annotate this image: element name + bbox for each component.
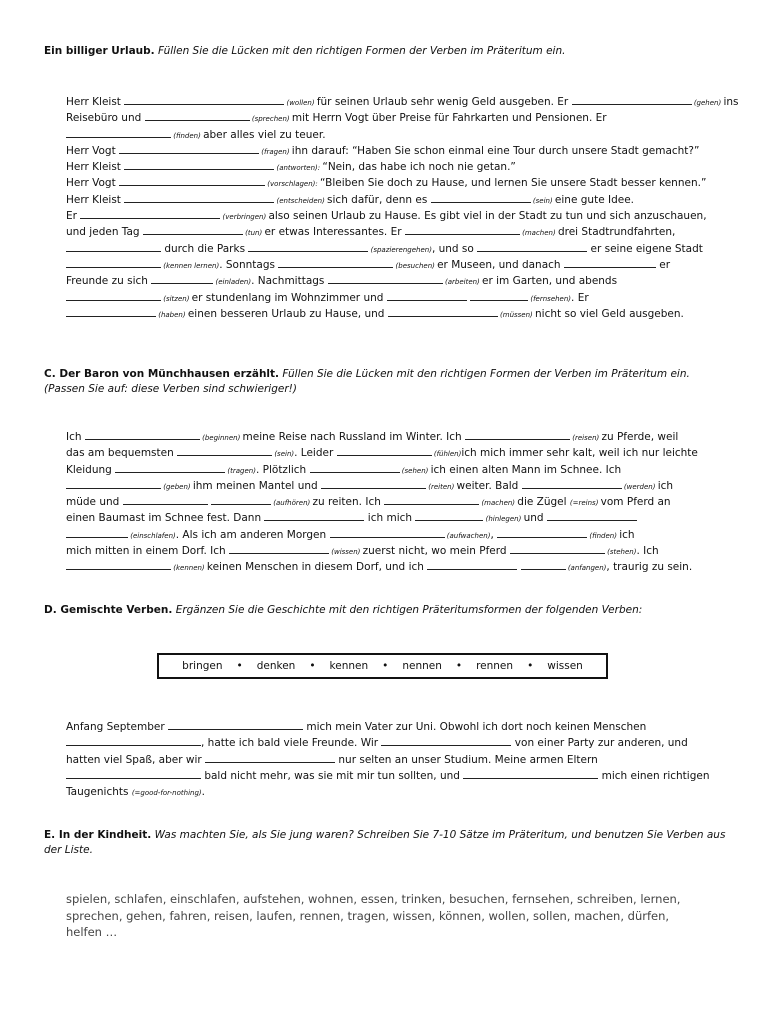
fill-in-blank[interactable] (337, 446, 432, 456)
fill-in-blank[interactable] (330, 528, 445, 538)
verb-hint: (hinlegen) (483, 515, 524, 524)
exercise-line (66, 429, 726, 445)
exercise-line (66, 175, 726, 191)
fill-in-blank[interactable] (66, 242, 161, 252)
verb-hint: (vorschlagen): (265, 180, 320, 189)
verb-hint: (reisen) (570, 434, 602, 442)
section-b-instruction: Füllen Sie die Lücken mit den richtigen Formen der Verben im Präteritum ein. (158, 45, 566, 57)
fill-in-blank[interactable] (547, 511, 637, 521)
exercise-text: meine Reise nach Russland im Winter. Ich (242, 431, 466, 443)
section-c-heading (44, 367, 734, 397)
fill-in-blank[interactable] (248, 242, 368, 252)
exercise-text: mich einen richtigen (598, 769, 710, 782)
verb-hint: (verbringen) (220, 213, 269, 222)
exercise-text: Reisebüro und (66, 112, 145, 125)
verb-hint: (haben) (156, 310, 188, 319)
exercise-text: er Museen, und danach (437, 258, 564, 271)
exercise-text: Herr Vogt (66, 177, 120, 190)
exercise-text: er im Garten, und abends (482, 275, 618, 288)
verb-hint: (finden) (171, 131, 204, 140)
exercise-text: . Leider (294, 447, 337, 460)
fill-in-blank[interactable] (510, 544, 605, 554)
exercise-line (66, 719, 726, 735)
fill-in-blank[interactable] (387, 291, 467, 301)
exercise-text: eine gute Idee. (554, 193, 635, 206)
verb-hint: (machen) (519, 229, 558, 238)
exercise-text: . Nachmittags (251, 275, 328, 288)
exercise-text: “Bleiben Sie doch zu Hause, und lernen Sie unsere Stadt besser kennen.” (320, 177, 707, 190)
exercise-text: und jeden Tag (66, 226, 143, 239)
fill-in-blank[interactable] (497, 528, 587, 538)
verb-hint: (werden) (621, 482, 658, 491)
exercise-text: müde und (66, 496, 123, 509)
exercise-text: . Plötzlich (255, 463, 310, 476)
verb-hint: (stehen) (604, 548, 637, 557)
fill-in-blank[interactable] (381, 736, 511, 746)
fill-in-blank[interactable] (564, 258, 656, 268)
exercise-line (66, 159, 726, 175)
verb-hint: (geben) (161, 482, 193, 491)
section-e-title: E. In der Kindheit. (44, 829, 152, 841)
bullet-separator: • (236, 660, 243, 672)
bullet-separator: • (309, 660, 316, 672)
bullet-separator: • (455, 660, 463, 672)
fill-in-blank[interactable] (168, 720, 303, 730)
fill-in-blank[interactable] (80, 209, 220, 219)
verb-hint: (wollen) (284, 99, 317, 107)
verb-hint: (tragen) (225, 466, 256, 475)
fill-in-blank[interactable] (388, 307, 498, 317)
exercise-text: zuerst nicht, wo mein Pferd (362, 545, 510, 558)
exercise-line (66, 735, 726, 751)
section-c-instruction: Füllen Sie die Lücken mit den richtigen Formen der Verben im Präteritum ein. (Passen Sie auf: diese Verben sind schwieriger!) (44, 368, 690, 395)
exercise-text: mit Herrn Vogt über Preise für Fahrkarten und Pensionen. Er (291, 112, 607, 125)
fill-in-blank[interactable] (145, 111, 250, 121)
word-box-verb: kennen (329, 660, 369, 672)
verb-hint: (antworten): (274, 164, 323, 173)
exercise-line (66, 127, 726, 143)
exercise-text: Ich (66, 431, 85, 443)
fill-in-blank[interactable] (124, 193, 274, 203)
verb-hint: (müssen) (497, 310, 536, 319)
exercise-text: ihm meinen Mantel und (192, 479, 322, 492)
exercise-text: er seine eigene Stadt (587, 242, 703, 255)
section-b-exercise (66, 94, 739, 322)
fill-in-blank[interactable] (119, 176, 265, 186)
section-c-title: C. Der Baron von Münchhausen erzählt. (44, 368, 280, 380)
fill-in-blank[interactable] (124, 160, 274, 170)
verb-hint: (finden) (587, 531, 620, 540)
exercise-text: ich (619, 528, 635, 541)
exercise-text: das am bequemsten (66, 447, 178, 460)
section-d-exercise (66, 719, 726, 800)
verb-hint: (fragen) (259, 147, 292, 156)
exercise-text: vom Pferd an (600, 496, 671, 509)
exercise-text: Freunde zu sich (66, 275, 152, 288)
exercise-line (66, 752, 726, 768)
fill-in-blank[interactable] (151, 274, 213, 284)
exercise-text: ins (723, 96, 739, 108)
verb-hint: (aufwachen) (444, 531, 491, 540)
section-e-heading (44, 828, 734, 858)
exercise-line (66, 445, 726, 461)
exercise-text: die Zügel (517, 496, 570, 509)
section-d-title: D. Gemischte Verben. (44, 604, 173, 616)
fill-in-blank[interactable] (66, 560, 171, 570)
verb-hint: (sein) (530, 196, 555, 205)
exercise-text: ich einen alten Mann im Schnee. Ich (430, 463, 622, 476)
verb-hint: (reiten) (426, 482, 457, 491)
exercise-line (66, 494, 726, 510)
verb-hint: (sprechen) (249, 115, 292, 124)
exercise-line (66, 290, 726, 306)
verb-hint: (=reins) (569, 499, 601, 508)
fill-in-blank[interactable] (465, 430, 570, 440)
fill-in-blank[interactable] (384, 495, 479, 505)
verb-hint: (fühlen) (431, 450, 462, 459)
exercise-text: Anfang September (66, 721, 169, 733)
section-c-exercise (66, 429, 726, 576)
exercise-line (66, 527, 726, 543)
fill-in-blank[interactable] (85, 430, 200, 440)
fill-in-blank[interactable] (463, 769, 598, 779)
exercise-text: aber alles viel zu teuer. (203, 128, 326, 141)
verb-hint: (aufhören) (271, 499, 313, 508)
verb-list: spielen, schlafen, einschlafen, aufstehen, wohnen, essen, trinken, besuchen, fernsehen, schreiben, lernen, sprechen, gehen, fahren, reisen, laufen, rennen, tragen, wissen, können, wollen, sollen, machen, dürfen, helfen … (66, 892, 681, 939)
fill-in-blank[interactable] (115, 463, 225, 473)
fill-in-blank[interactable] (264, 511, 364, 521)
exercise-line (66, 241, 726, 257)
verb-hint: (=good-for-nothing) (131, 789, 202, 798)
exercise-text: Herr Kleist (66, 193, 125, 206)
exercise-text: und (523, 512, 547, 525)
verb-hint: (arbeiten) (442, 278, 483, 287)
exercise-text: für seinen Urlaub sehr wenig Geld ausgeben. Er (316, 96, 572, 108)
fill-in-blank[interactable] (143, 225, 243, 235)
fill-in-blank[interactable] (66, 736, 201, 746)
verb-hint: (besuchen) (393, 261, 438, 270)
exercise-text: , (490, 528, 498, 541)
exercise-line (66, 478, 726, 494)
exercise-text: keinen Menschen in diesem Dorf, und ich (206, 561, 428, 574)
exercise-line (66, 192, 726, 208)
exercise-line (66, 257, 726, 273)
fill-in-blank[interactable] (66, 258, 161, 268)
exercise-text: er (655, 258, 671, 271)
fill-in-blank[interactable] (572, 95, 692, 105)
exercise-text: Taugenichts (66, 786, 132, 799)
fill-in-blank[interactable] (229, 544, 329, 554)
verb-hint: (gehen) (691, 99, 724, 107)
fill-in-blank[interactable] (431, 193, 531, 203)
verb-hint: (sehen) (399, 466, 431, 475)
exercise-text: also seinen Urlaub zu Hause. Es gibt viel in der Stadt zu tun und sich anzuschauen, (268, 210, 707, 223)
fill-in-blank[interactable] (66, 128, 171, 138)
exercise-text: , traurig zu sein. (606, 561, 693, 574)
word-box-verb: bringen (182, 660, 223, 672)
exercise-text: Kleidung (66, 463, 116, 476)
section-d-instruction: Ergänzen Sie die Geschichte mit den richtigen Präteritumsformen der folgenden Verben: (175, 604, 643, 616)
exercise-text: einen besseren Urlaub zu Hause, und (187, 307, 388, 320)
section-b-heading (44, 44, 734, 59)
exercise-text: von einer Party zur anderen, und (511, 737, 688, 750)
exercise-text: er etwas Interessantes. Er (264, 226, 405, 239)
fill-in-blank[interactable] (66, 528, 128, 538)
fill-in-blank[interactable] (123, 495, 208, 505)
exercise-text: durch die Parks (161, 242, 249, 255)
exercise-text: zu Pferde, weil (601, 431, 679, 443)
exercise-line (66, 784, 726, 800)
verb-hint: (kennen lernen) (161, 261, 220, 270)
exercise-text: Herr Kleist (66, 161, 125, 174)
exercise-text: , hatte ich bald viele Freunde. Wir (201, 737, 382, 750)
exercise-line (66, 224, 726, 240)
fill-in-blank[interactable] (66, 307, 156, 317)
fill-in-blank[interactable] (211, 495, 271, 505)
exercise-line (66, 110, 726, 126)
fill-in-blank[interactable] (521, 560, 566, 570)
exercise-text: . Sonntags (219, 258, 279, 271)
bullet-separator: • (382, 660, 389, 672)
exercise-text: nur selten an unser Studium. Meine armen Eltern (335, 753, 598, 766)
fill-in-blank[interactable] (278, 258, 393, 268)
fill-in-blank[interactable] (405, 225, 520, 235)
exercise-text: nicht so viel Geld ausgeben. (535, 307, 684, 320)
section-e-instruction: Was machten Sie, als Sie jung waren? Schreiben Sie 7-10 Sätze im Präteritum, und benutzen Sie Verben aus der Liste. (44, 829, 726, 856)
exercise-text: bald nicht mehr, was sie mit mir tun sollten, und (201, 769, 464, 782)
exercise-line (66, 510, 726, 526)
fill-in-blank[interactable] (415, 511, 483, 521)
exercise-text: , und so (431, 242, 478, 255)
fill-in-blank[interactable] (66, 291, 161, 301)
fill-in-blank[interactable] (427, 560, 517, 570)
exercise-line (66, 306, 726, 322)
verb-hint: (machen) (479, 499, 518, 508)
exercise-line (66, 143, 726, 159)
exercise-text: ihn darauf: “Haben Sie schon einmal eine Tour durch unsere Stadt gemacht?” (291, 144, 700, 157)
verb-hint: (wissen) (329, 548, 363, 557)
word-box-verb: rennen (476, 660, 514, 672)
verb-hint: (anfangen) (565, 564, 607, 573)
verb-word-box (157, 653, 608, 679)
verb-hint: (einschlafen) (128, 531, 176, 540)
exercise-line (66, 768, 726, 784)
word-box-verb: nennen (402, 660, 442, 672)
fill-in-blank[interactable] (328, 274, 443, 284)
verb-hint: (entscheiden) (274, 196, 328, 205)
fill-in-blank[interactable] (205, 753, 335, 763)
verb-hint: (beginnen) (199, 434, 243, 442)
exercise-text: Er (66, 210, 81, 223)
exercise-line (66, 94, 739, 110)
exercise-text: drei Stadtrundfahrten, (557, 226, 676, 239)
exercise-line (66, 462, 726, 478)
exercise-line (66, 559, 726, 575)
fill-in-blank[interactable] (66, 479, 161, 489)
exercise-text: hatten viel Spaß, aber wir (66, 753, 206, 766)
word-box-verb: denken (256, 660, 296, 672)
exercise-text: mich mein Vater zur Uni. Obwohl ich dort noch keinen Menschen (303, 721, 647, 733)
fill-in-blank[interactable] (470, 291, 528, 301)
section-d-heading (44, 603, 734, 618)
fill-in-blank[interactable] (477, 242, 587, 252)
exercise-text: einen Baumast im Schnee fest. Dann (66, 512, 265, 525)
fill-in-blank[interactable] (66, 769, 201, 779)
exercise-text: zu reiten. Ich (312, 496, 385, 509)
verb-hint: (kennen) (171, 564, 207, 573)
exercise-text: weiter. Bald (456, 479, 522, 492)
exercise-text: ich (657, 479, 674, 492)
fill-in-blank[interactable] (119, 144, 259, 154)
fill-in-blank[interactable] (124, 95, 284, 105)
section-b-title: Ein billiger Urlaub. (44, 45, 155, 57)
fill-in-blank[interactable] (522, 479, 622, 489)
exercise-text: Herr Kleist (66, 96, 125, 108)
exercise-text: . (201, 786, 205, 799)
exercise-text: . Als ich am anderen Morgen (175, 528, 330, 541)
fill-in-blank[interactable] (310, 463, 400, 473)
exercise-text: Herr Vogt (66, 144, 120, 157)
verb-hint: (einladen) (213, 278, 252, 287)
verb-hint: (tun) (242, 229, 265, 238)
exercise-text: . Ich (636, 545, 659, 558)
verb-hint: (spazierengehen) (368, 245, 432, 254)
bullet-separator: • (527, 660, 534, 672)
exercise-text: mich mitten in einem Dorf. Ich (66, 545, 230, 558)
exercise-text: “Nein, das habe ich noch nie getan.” (322, 161, 516, 174)
fill-in-blank[interactable] (177, 446, 272, 456)
word-box-verb: wissen (547, 660, 583, 672)
verb-hint: (sein) (272, 450, 295, 459)
exercise-line (66, 208, 726, 224)
exercise-text: sich dafür, denn es (327, 193, 431, 206)
fill-in-blank[interactable] (321, 479, 426, 489)
exercise-text: . Er (571, 291, 589, 304)
exercise-line (66, 543, 726, 559)
exercise-text: ich mich immer sehr kalt, weil ich nur leichte (461, 447, 698, 460)
verb-hint: (fernsehen) (528, 294, 572, 303)
exercise-line (66, 273, 726, 289)
exercise-text: er stundenlang im Wohnzimmer und (191, 291, 387, 304)
verb-hint: (sitzen) (161, 294, 192, 303)
exercise-text: ich mich (364, 512, 416, 525)
